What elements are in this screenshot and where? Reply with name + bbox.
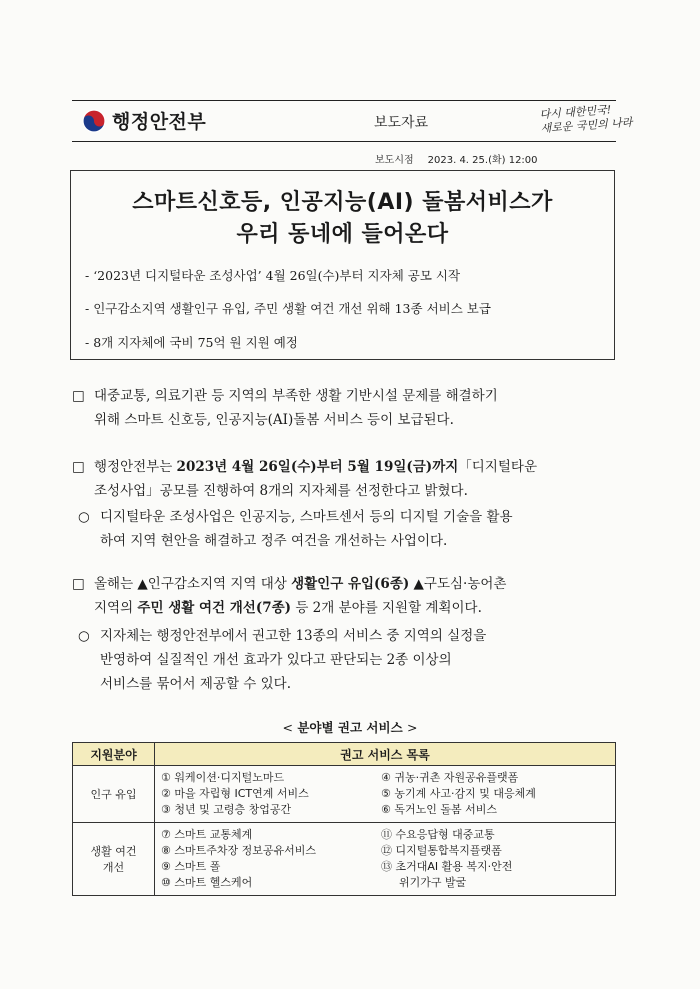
p2-line-2: 조성사업」공모를 진행하여 8개의 지자체를 선정한다고 밝혔다.	[94, 483, 468, 499]
list-item: ① 워케이션·디지털노마드	[161, 771, 285, 784]
list-item: ③ 청년 및 고령층 창업공간	[161, 803, 292, 816]
list-item: ⑪ 수요응답형 대중교통	[381, 828, 495, 841]
row-category: 인구 유입	[73, 766, 155, 823]
p4-text-c: ▲구도심·농어촌	[409, 576, 507, 592]
title-line-2: 우리 동네에 들어온다	[236, 222, 449, 247]
release-time	[375, 151, 552, 166]
slogan-line-2: 새로운 국민의 나라	[540, 115, 633, 136]
ministry-logo	[82, 107, 206, 134]
paragraph-2	[72, 455, 537, 503]
document-header	[72, 100, 633, 142]
p2-text-c: 「디지털타운	[458, 459, 537, 475]
list-item: ④ 귀농·귀촌 자원공유플랫폼	[381, 771, 519, 784]
taegeuk-emblem-icon	[82, 109, 106, 133]
p4-bold-1: 생활인구 유입(6종)	[291, 576, 410, 592]
list-item: ⑤ 농기계 사고·감지 및 대응체계	[381, 787, 536, 800]
table-header-row	[73, 743, 616, 766]
p4-text-e: 등 2개 분야를 지원할 계획이다.	[291, 600, 482, 616]
paragraph-5	[78, 624, 486, 696]
list-item: ⑧ 스마트주차장 정보공유서비스	[161, 844, 316, 857]
circle-bullet-icon: ○	[78, 628, 90, 644]
p2-date-range: 2023년 4월 26일(수)부터 5월 19일(금)까지	[176, 459, 459, 475]
square-bullet-icon: □	[72, 388, 85, 404]
header-category: 지원분야	[73, 743, 155, 766]
circle-bullet-icon: ○	[78, 509, 90, 525]
p5-line-2: 반영하여 실질적인 개선 효과가 있다고 판단되는 2종 이상의	[100, 652, 452, 668]
paragraph-1	[72, 384, 498, 432]
square-bullet-icon: □	[72, 459, 85, 475]
row-category: 생활 여건 개선	[73, 823, 155, 896]
list-item: ⑫ 디지털통합복지플랫폼	[381, 844, 502, 857]
list-item: ⑩ 스마트 헬스케어	[161, 876, 253, 889]
subtitle-3: - 8개 지자체에 국비 75억 원 지원 예정	[85, 335, 298, 350]
p1-line-2: 위해 스마트 신호등, 인공지능(AI)돌봄 서비스 등이 보급된다.	[94, 412, 454, 428]
subtitle-1: - ‘2023년 디지털타운 조성사업’ 4월 26일(수)부터 지자체 공모 시작	[85, 268, 461, 283]
slogan-line-1: 다시 대한민국!	[539, 103, 612, 122]
table-caption: < 분야별 권고 서비스 >	[282, 720, 418, 735]
table-row	[73, 766, 616, 823]
slogan	[539, 100, 661, 136]
p3-line-2: 하여 지역 현안을 해결하고 정주 여건을 개선하는 사업이다.	[100, 533, 448, 549]
agency-name: 행정안전부	[112, 111, 207, 133]
release-label: 보도시점	[375, 155, 414, 166]
p5-line-3: 서비스를 묶어서 제공할 수 있다.	[100, 676, 291, 692]
subtitle-2: - 인구감소지역 생활인구 유입, 주민 생활 여건 개선 위해 13종 서비스 보급	[85, 301, 491, 316]
table-row	[73, 823, 616, 896]
title-line-1: 스마트신호등, 인공지능(AI) 돌봄서비스가	[132, 190, 553, 215]
header-services: 권고 서비스 목록	[155, 743, 616, 766]
p1-line-1: 대중교통, 의료기관 등 지역의 부족한 생활 기반시설 문제를 해결하기	[94, 388, 498, 404]
paragraph-3	[78, 505, 513, 553]
p4-text-a: 올해는 ▲인구감소지역 지역 대상	[94, 576, 292, 592]
p4-text-d: 지역의	[94, 600, 138, 616]
doc-type-label: 보도자료	[374, 115, 429, 131]
release-datetime: 2023. 4. 25.(화) 12:00	[427, 155, 538, 166]
services-table	[72, 742, 616, 896]
list-item: ② 마을 자립형 ICT연계 서비스	[161, 787, 309, 800]
square-bullet-icon: □	[72, 576, 85, 592]
paragraph-4	[72, 572, 506, 620]
list-item: ⑬ 초거대AI 활용 복지·안전	[381, 860, 513, 873]
list-item: ⑥ 독거노인 돌봄 서비스	[381, 803, 497, 816]
p4-bold-2: 주민 생활 여건 개선(7종)	[137, 600, 292, 616]
p5-line-1: 지자체는 행정안전부에서 권고한 13종의 서비스 중 지역의 실정을	[100, 628, 487, 644]
title-box	[70, 170, 615, 360]
list-item: ⑨ 스마트 폴	[161, 860, 221, 873]
list-item: 위기가구 발굴	[399, 876, 467, 889]
p3-line-1: 디지털타운 조성사업은 인공지능, 스마트센서 등의 디지털 기술을 활용	[100, 509, 513, 525]
p2-text-a: 행정안전부는	[94, 459, 177, 475]
list-item: ⑦ 스마트 교통체계	[161, 828, 253, 841]
